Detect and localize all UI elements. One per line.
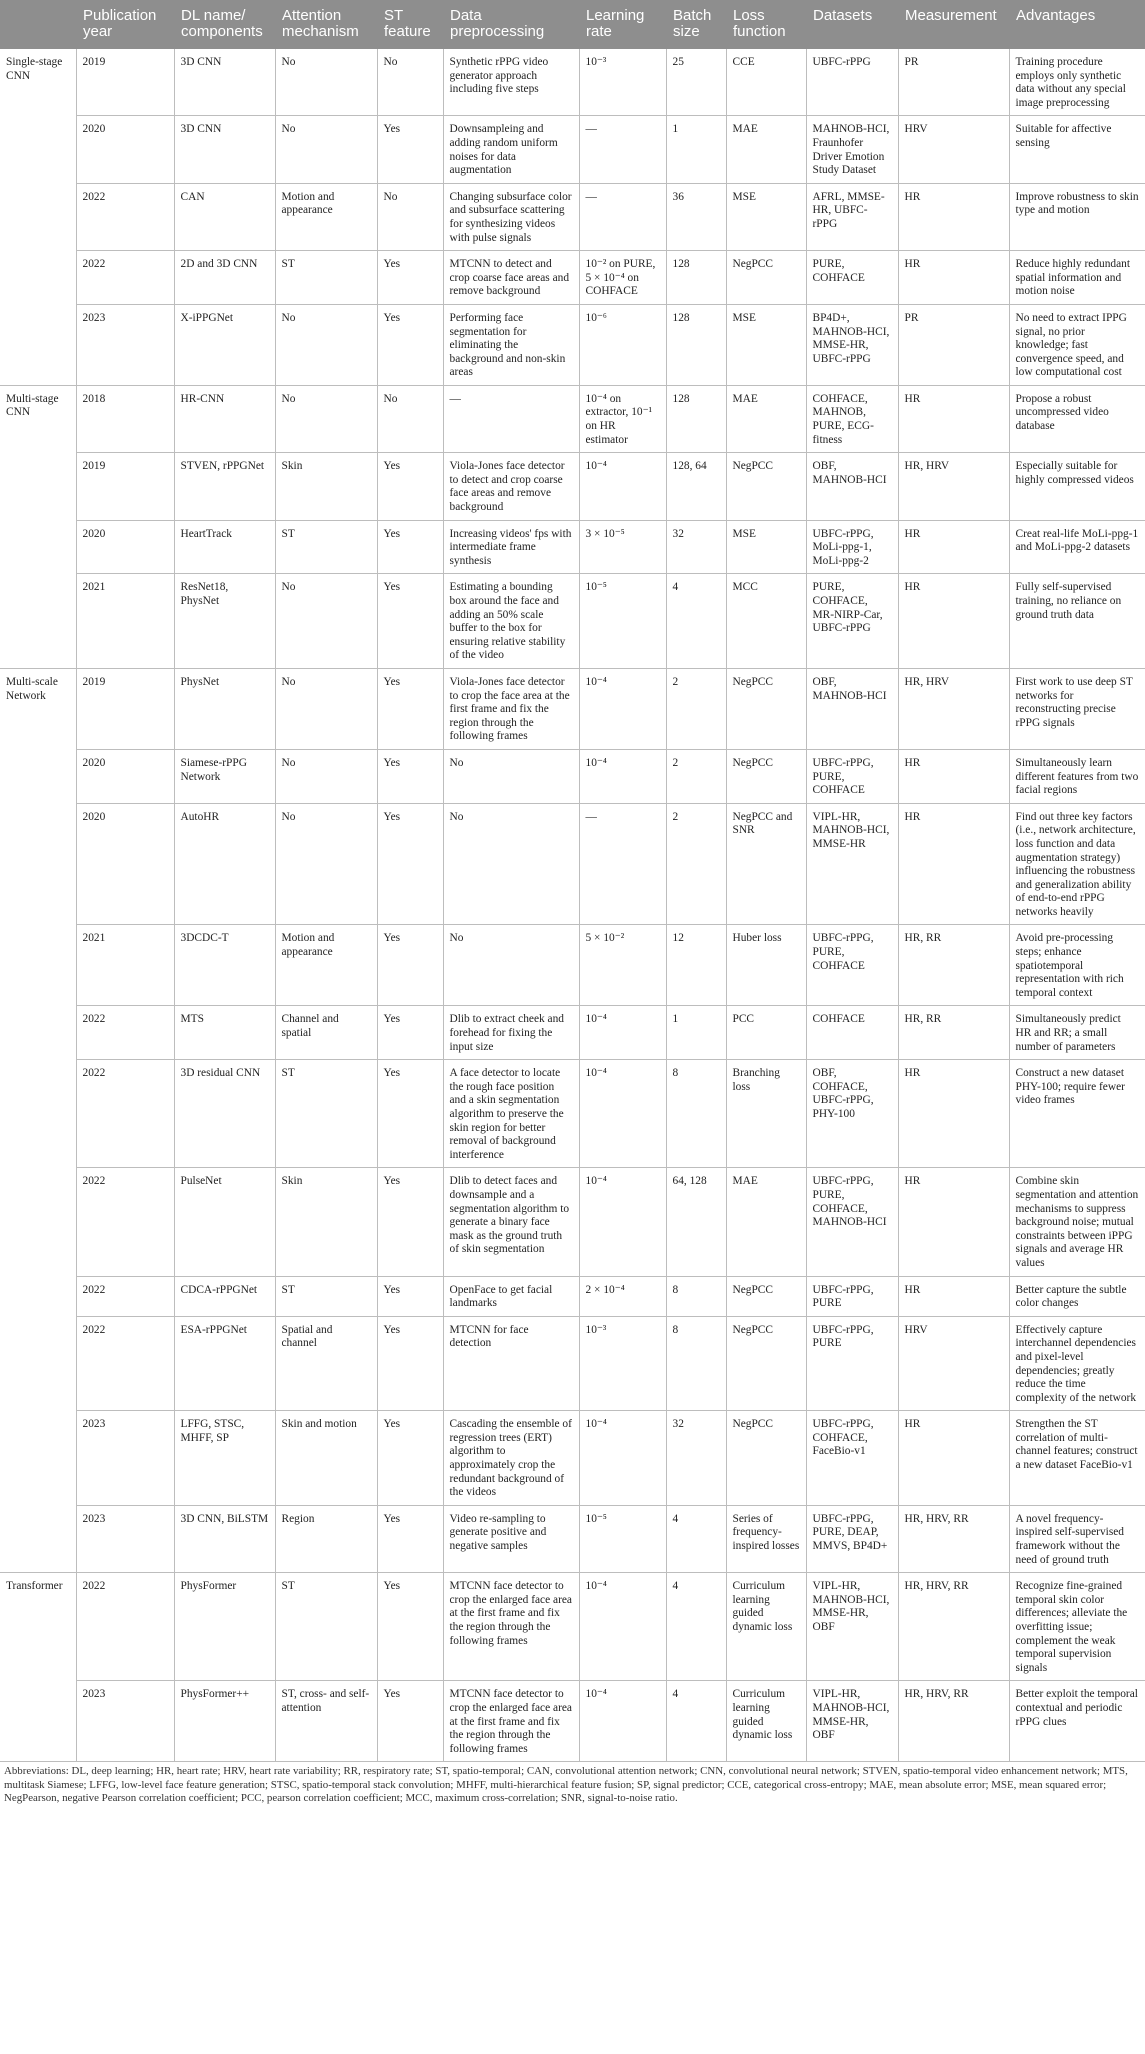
table-cell: Channel and spatial <box>275 1006 377 1060</box>
table-cell: 3DCDC-T <box>174 925 275 1006</box>
table-cell: Changing subsurface color and subsurface scattering for synthesizing videos with pulse signals <box>443 183 579 250</box>
table-row <box>0 1411 1145 1506</box>
table-row <box>0 803 1145 925</box>
header-cell: Batch size <box>666 0 726 49</box>
table-cell: PhysFormer++ <box>174 1681 275 1762</box>
table-cell: UBFC-rPPG, PURE <box>806 1316 898 1411</box>
table-cell: CCE <box>726 49 806 116</box>
table-cell: 10⁻⁴ <box>579 1681 666 1762</box>
table-cell: 10⁻⁴ <box>579 749 666 803</box>
table-cell: UBFC-rPPG <box>806 49 898 116</box>
table-cell: Dlib to extract cheek and forehead for fixing the input size <box>443 1006 579 1060</box>
table-cell: HR <box>898 749 1009 803</box>
table-body <box>0 49 1145 1762</box>
table-cell: PCC <box>726 1006 806 1060</box>
table-row <box>0 385 1145 452</box>
table-cell: 32 <box>666 1411 726 1506</box>
table-cell: ST <box>275 1573 377 1681</box>
header-cell: ST feature <box>377 0 443 49</box>
table-cell: 1 <box>666 1006 726 1060</box>
table-cell: 5 × 10⁻² <box>579 925 666 1006</box>
table-cell: — <box>443 385 579 452</box>
table-cell: 128 <box>666 251 726 305</box>
table-cell: NegPCC <box>726 668 806 749</box>
table-cell: Viola-Jones face detector to detect and crop coarse face areas and remove background <box>443 453 579 520</box>
table-cell: Construct a new dataset PHY-100; require fewer video frames <box>1009 1060 1145 1168</box>
table-cell: NegPCC <box>726 453 806 520</box>
header-cell: Datasets <box>806 0 898 49</box>
table-cell: 8 <box>666 1276 726 1316</box>
table-cell: HRV <box>898 116 1009 183</box>
header-cell: Loss function <box>726 0 806 49</box>
table-cell: AFRL, MMSE-HR, UBFC-rPPG <box>806 183 898 250</box>
table-cell: HRV <box>898 1316 1009 1411</box>
table-cell: HeartTrack <box>174 520 275 574</box>
table-cell: Yes <box>377 749 443 803</box>
table-cell: 10⁻³ <box>579 49 666 116</box>
table-cell: LFFG, STSC, MHFF, SP <box>174 1411 275 1506</box>
table-cell: HR, RR <box>898 1006 1009 1060</box>
table-cell: Yes <box>377 251 443 305</box>
table-cell: Dlib to detect faces and downsample and a segmentation algorithm to generate a binary face mask as the ground truth of skin segmentation <box>443 1168 579 1276</box>
table-cell: MSE <box>726 183 806 250</box>
table-cell: MAE <box>726 385 806 452</box>
header-cell: Learning rate <box>579 0 666 49</box>
table-cell: OpenFace to get facial landmarks <box>443 1276 579 1316</box>
table-cell: MTS <box>174 1006 275 1060</box>
table-cell: OBF, MAHNOB-HCI <box>806 668 898 749</box>
table-cell: 4 <box>666 1681 726 1762</box>
table-cell: 2018 <box>76 385 174 452</box>
table-cell: HR <box>898 385 1009 452</box>
table-cell: 10⁻⁴ <box>579 668 666 749</box>
table-cell: Yes <box>377 1411 443 1506</box>
table-cell: MTCNN face detector to crop the enlarged face area at the first frame and fix the region through the following frames <box>443 1681 579 1762</box>
table-cell: 8 <box>666 1060 726 1168</box>
table-cell: Combine skin segmentation and attention mechanisms to suppress background noise; mutual constraints between iPPG signals and average HR values <box>1009 1168 1145 1276</box>
table-cell: MTCNN face detector to crop the enlarged face area at the first frame and fix the region through the following frames <box>443 1573 579 1681</box>
table-cell: Motion and appearance <box>275 925 377 1006</box>
table-cell: Downsampleing and adding random uniform noises for data augmentation <box>443 116 579 183</box>
table-cell: 10⁻⁴ <box>579 1411 666 1506</box>
table-cell: UBFC-rPPG, COHFACE, FaceBio-v1 <box>806 1411 898 1506</box>
table-cell: Avoid pre-processing steps; enhance spatiotemporal representation with rich temporal context <box>1009 925 1145 1006</box>
table-cell: — <box>579 116 666 183</box>
table-cell: No <box>275 304 377 385</box>
table-cell: Skin and motion <box>275 1411 377 1506</box>
table-cell: 2 × 10⁻⁴ <box>579 1276 666 1316</box>
table-cell: 2022 <box>76 1060 174 1168</box>
table-cell: HR <box>898 1276 1009 1316</box>
table-cell: 10⁻⁴ <box>579 1168 666 1276</box>
table-row <box>0 183 1145 250</box>
table-cell: Yes <box>377 1168 443 1276</box>
table-cell: ESA-rPPGNet <box>174 1316 275 1411</box>
table-cell: Yes <box>377 1681 443 1762</box>
table-cell: 10⁻⁴ <box>579 1573 666 1681</box>
table-cell: 25 <box>666 49 726 116</box>
table-cell: No <box>377 183 443 250</box>
table-cell: 2022 <box>76 251 174 305</box>
table-cell: NegPCC <box>726 749 806 803</box>
category-cell: Transformer <box>0 1573 76 1762</box>
table-cell: HR <box>898 1168 1009 1276</box>
table-cell: Better capture the subtle color changes <box>1009 1276 1145 1316</box>
table-cell: ST <box>275 251 377 305</box>
table-cell: Yes <box>377 116 443 183</box>
table-cell: Training procedure employs only synthetic data without any special image preprocessing <box>1009 49 1145 116</box>
table-cell: 2019 <box>76 49 174 116</box>
table-cell: 2023 <box>76 1505 174 1572</box>
table-cell: HR, HRV <box>898 668 1009 749</box>
table-row <box>0 251 1145 305</box>
table-cell: HR <box>898 183 1009 250</box>
table-cell: Effectively capture interchannel dependencies and pixel-level dependencies; greatly reduce the time complexity of the network <box>1009 1316 1145 1411</box>
table-cell: COHFACE <box>806 1006 898 1060</box>
table-cell: 2023 <box>76 1411 174 1506</box>
table-cell: Yes <box>377 1573 443 1681</box>
category-cell: Multi-scale Network <box>0 668 76 1572</box>
table-cell: Skin <box>275 1168 377 1276</box>
table-row <box>0 1060 1145 1168</box>
table-row <box>0 925 1145 1006</box>
table-cell: 2020 <box>76 520 174 574</box>
table-cell: 2022 <box>76 183 174 250</box>
table-cell: 3 × 10⁻⁵ <box>579 520 666 574</box>
table-cell: Especially suitable for highly compressed videos <box>1009 453 1145 520</box>
table-row <box>0 668 1145 749</box>
table-cell: CAN <box>174 183 275 250</box>
table-cell: Suitable for affective sensing <box>1009 116 1145 183</box>
table-cell: 1 <box>666 116 726 183</box>
table-cell: Yes <box>377 1006 443 1060</box>
table-cell: PulseNet <box>174 1168 275 1276</box>
table-cell: NegPCC <box>726 1276 806 1316</box>
table-cell: 2020 <box>76 116 174 183</box>
table-cell: No <box>275 803 377 925</box>
table-cell: MSE <box>726 304 806 385</box>
table-cell: Improve robustness to skin type and motion <box>1009 183 1145 250</box>
table-cell: HR, HRV, RR <box>898 1505 1009 1572</box>
table-cell: 2022 <box>76 1316 174 1411</box>
table-row <box>0 1505 1145 1572</box>
table-cell: 10⁻³ <box>579 1316 666 1411</box>
table-cell: HR, HRV, RR <box>898 1681 1009 1762</box>
table-cell: 4 <box>666 574 726 669</box>
table-cell: Yes <box>377 925 443 1006</box>
table-cell: No <box>443 749 579 803</box>
table-cell: 4 <box>666 1505 726 1572</box>
table-cell: X-iPPGNet <box>174 304 275 385</box>
table-cell: 2019 <box>76 668 174 749</box>
table-cell: NegPCC and SNR <box>726 803 806 925</box>
table-cell: 3D CNN <box>174 116 275 183</box>
table-cell: HR <box>898 803 1009 925</box>
table-cell: Yes <box>377 304 443 385</box>
table-cell: 12 <box>666 925 726 1006</box>
table-cell: Propose a robust uncompressed video database <box>1009 385 1145 452</box>
table-cell: 2022 <box>76 1573 174 1681</box>
table-row <box>0 49 1145 116</box>
table-cell: 8 <box>666 1316 726 1411</box>
table-cell: COHFACE, MAHNOB, PURE, ECG-fitness <box>806 385 898 452</box>
table-row <box>0 453 1145 520</box>
table-cell: HR <box>898 1411 1009 1506</box>
table-cell: MAE <box>726 1168 806 1276</box>
table-cell: Yes <box>377 1316 443 1411</box>
table-cell: Recognize fine-grained temporal skin color differences; alleviate the overfitting issue; complement the weak temporal supervision signals <box>1009 1573 1145 1681</box>
table-cell: Skin <box>275 453 377 520</box>
table-cell: HR <box>898 520 1009 574</box>
table-cell: 2 <box>666 749 726 803</box>
table-cell: OBF, COHFACE, UBFC-rPPG, PHY-100 <box>806 1060 898 1168</box>
header-cell: DL name/ components <box>174 0 275 49</box>
table-cell: 10⁻⁶ <box>579 304 666 385</box>
table-header <box>0 0 1145 49</box>
table-cell: Synthetic rPPG video generator approach including five steps <box>443 49 579 116</box>
table-cell: Yes <box>377 668 443 749</box>
table-cell: Curriculum learning guided dynamic loss <box>726 1681 806 1762</box>
table-cell: Viola-Jones face detector to crop the face area at the first frame and fix the region through the following frames <box>443 668 579 749</box>
table-cell: 2023 <box>76 1681 174 1762</box>
table-row <box>0 1681 1145 1762</box>
table-cell: No <box>275 49 377 116</box>
table-cell: First work to use deep ST networks for reconstructing precise rPPG signals <box>1009 668 1145 749</box>
table-cell: 2023 <box>76 304 174 385</box>
header-row <box>0 0 1145 49</box>
table-cell: UBFC-rPPG, PURE <box>806 1276 898 1316</box>
table-cell: MAHNOB-HCI, Fraunhofer Driver Emotion Study Dataset <box>806 116 898 183</box>
table-cell: 10⁻⁴ <box>579 453 666 520</box>
table-cell: Video re-sampling to generate positive and negative samples <box>443 1505 579 1572</box>
table-cell: 10⁻² on PURE, 5 × 10⁻⁴ on COHFACE <box>579 251 666 305</box>
table-cell: NegPCC <box>726 1316 806 1411</box>
table-cell: 10⁻⁴ <box>579 1006 666 1060</box>
table-cell: Yes <box>377 803 443 925</box>
table-cell: UBFC-rPPG, PURE, COHFACE <box>806 925 898 1006</box>
table-cell: Find out three key factors (i.e., network architecture, loss function and data augmentation strategy) influencing the robustness and generalization ability of end-to-end rPPG networks heavily <box>1009 803 1145 925</box>
table-cell: No <box>275 749 377 803</box>
table-cell: — <box>579 803 666 925</box>
table-cell: Cascading the ensemble of regression trees (ERT) algorithm to approximately crop the redundant background of the videos <box>443 1411 579 1506</box>
table-row <box>0 1168 1145 1276</box>
table-cell: 2020 <box>76 803 174 925</box>
table-cell: VIPL-HR, MAHNOB-HCI, MMSE-HR, OBF <box>806 1681 898 1762</box>
table-row <box>0 520 1145 574</box>
table-cell: Series of frequency-inspired losses <box>726 1505 806 1572</box>
table-row <box>0 1006 1145 1060</box>
table-cell: Region <box>275 1505 377 1572</box>
table-cell: MTCNN to detect and crop coarse face areas and remove background <box>443 251 579 305</box>
table-cell: HR <box>898 1060 1009 1168</box>
table-cell: 2019 <box>76 453 174 520</box>
table-cell: 2021 <box>76 574 174 669</box>
header-cell: Data preprocessing <box>443 0 579 49</box>
table-cell: STVEN, rPPGNet <box>174 453 275 520</box>
table-cell: UBFC-rPPG, MoLi-ppg-1, MoLi-ppg-2 <box>806 520 898 574</box>
table-cell: Simultaneously predict HR and RR; a small number of parameters <box>1009 1006 1145 1060</box>
table-cell: Motion and appearance <box>275 183 377 250</box>
table-cell: Yes <box>377 574 443 669</box>
table-cell: MSE <box>726 520 806 574</box>
table-cell: 10⁻⁵ <box>579 1505 666 1572</box>
table-cell: 2 <box>666 668 726 749</box>
table-cell: HR-CNN <box>174 385 275 452</box>
table-row <box>0 1573 1145 1681</box>
table-cell: ResNet18, PhysNet <box>174 574 275 669</box>
header-cell: Attention mechanism <box>275 0 377 49</box>
table-cell: 10⁻⁴ <box>579 1060 666 1168</box>
table-cell: UBFC-rPPG, PURE, COHFACE, MAHNOB-HCI <box>806 1168 898 1276</box>
abbreviations-footnote: Abbreviations: DL, deep learning; HR, heart rate; HRV, heart rate variability; RR, respiratory rate; ST, spatio-temporal; CAN, convolutional attention network; CNN, convolutional neural network; STVEN, spatio-temporal video enhancement network; MTS, multitask Siamese; LFFG, low-level face feature generation; STSC, spatio-temporal stack convolution; MHFF, multi-hierarchical feature fusion; SP, signal predictor; CCE, categorical cross-entropy; MAE, mean absolute error; MSE, mean squared error; NegPearson, negative Pearson correlation coefficient; PCC, pearson correlation coefficient; MCC, maximum cross-correlation; SNR, signal-to-noise ratio. <box>4 1765 1128 1805</box>
table-cell: HR, RR <box>898 925 1009 1006</box>
table-cell: Performing face segmentation for eliminating the background and non-skin areas <box>443 304 579 385</box>
table-cell: Estimating a bounding box around the face and adding an 50% scale buffer to the box for ensuring relative stability of the video <box>443 574 579 669</box>
table-cell: MTCNN for face detection <box>443 1316 579 1411</box>
table-cell: HR, HRV, RR <box>898 1573 1009 1681</box>
table-cell: MCC <box>726 574 806 669</box>
table-cell: 2 <box>666 803 726 925</box>
table-cell: — <box>579 183 666 250</box>
table-cell: Increasing videos' fps with intermediate frame synthesis <box>443 520 579 574</box>
table-cell: A novel frequency-inspired self-supervised framework without the need of ground truth <box>1009 1505 1145 1572</box>
table-cell: NegPCC <box>726 1411 806 1506</box>
table-cell: Simultaneously learn different features from two facial regions <box>1009 749 1145 803</box>
table-row <box>0 749 1145 803</box>
table-cell: Huber loss <box>726 925 806 1006</box>
table-cell: Curriculum learning guided dynamic loss <box>726 1573 806 1681</box>
table-cell: HR <box>898 251 1009 305</box>
table-cell: 2022 <box>76 1168 174 1276</box>
table-cell: 64, 128 <box>666 1168 726 1276</box>
table-cell: PhysNet <box>174 668 275 749</box>
table-cell: No <box>443 925 579 1006</box>
table-cell: 128 <box>666 385 726 452</box>
table-cell: PR <box>898 49 1009 116</box>
table-cell: Creat real-life MoLi-ppg-1 and MoLi-ppg-2 datasets <box>1009 520 1145 574</box>
table-cell: OBF, MAHNOB-HCI <box>806 453 898 520</box>
table-cell: NegPCC <box>726 251 806 305</box>
table-cell: No <box>275 116 377 183</box>
table-row <box>0 1276 1145 1316</box>
header-cell: Advantages <box>1009 0 1145 49</box>
table-cell: ST, cross- and self-attention <box>275 1681 377 1762</box>
table-cell: 128 <box>666 304 726 385</box>
table-cell: 32 <box>666 520 726 574</box>
table-cell: No <box>275 668 377 749</box>
table-cell: AutoHR <box>174 803 275 925</box>
table-cell: VIPL-HR, MAHNOB-HCI, MMSE-HR <box>806 803 898 925</box>
table-cell: 36 <box>666 183 726 250</box>
table-cell: UBFC-rPPG, PURE, COHFACE <box>806 749 898 803</box>
table-cell: No <box>377 385 443 452</box>
table-cell: MAE <box>726 116 806 183</box>
table-cell: 2022 <box>76 1006 174 1060</box>
header-cell: Publication year <box>76 0 174 49</box>
category-cell: Multi-stage CNN <box>0 385 76 668</box>
table-cell: No <box>275 385 377 452</box>
table-cell: UBFC-rPPG, PURE, DEAP, MMVS, BP4D+ <box>806 1505 898 1572</box>
table-row <box>0 1316 1145 1411</box>
table-cell: A face detector to locate the rough face position and a skin segmentation algorithm to preserve the skin region for better removal of background interference <box>443 1060 579 1168</box>
header-cell: Measurement <box>898 0 1009 49</box>
table-cell: 2022 <box>76 1276 174 1316</box>
table-cell: 2021 <box>76 925 174 1006</box>
table-row <box>0 116 1145 183</box>
table-cell: 3D residual CNN <box>174 1060 275 1168</box>
table-cell: Yes <box>377 453 443 520</box>
table-cell: 3D CNN, BiLSTM <box>174 1505 275 1572</box>
table-cell: Yes <box>377 1060 443 1168</box>
table-cell: PURE, COHFACE, MR-NIRP-Car, UBFC-rPPG <box>806 574 898 669</box>
table-cell: ST <box>275 520 377 574</box>
table-cell: ST <box>275 1060 377 1168</box>
table-cell: Strengthen the ST correlation of multi-channel features; construct a new dataset FaceBio-v1 <box>1009 1411 1145 1506</box>
table-cell: Yes <box>377 520 443 574</box>
table-cell: Siamese-rPPG Network <box>174 749 275 803</box>
table-cell: CDCA-rPPGNet <box>174 1276 275 1316</box>
table-cell: ST <box>275 1276 377 1316</box>
table-cell: BP4D+, MAHNOB-HCI, MMSE-HR, UBFC-rPPG <box>806 304 898 385</box>
table-cell: Reduce highly redundant spatial information and motion noise <box>1009 251 1145 305</box>
table-row <box>0 574 1145 669</box>
table-cell: 3D CNN <box>174 49 275 116</box>
table-cell: Better exploit the temporal contextual and periodic rPPG clues <box>1009 1681 1145 1762</box>
table-cell: HR <box>898 574 1009 669</box>
table-cell: No <box>275 574 377 669</box>
table-cell: VIPL-HR, MAHNOB-HCI, MMSE-HR, OBF <box>806 1573 898 1681</box>
table-cell: PURE, COHFACE <box>806 251 898 305</box>
table-cell: Yes <box>377 1276 443 1316</box>
table-cell: 4 <box>666 1573 726 1681</box>
table-cell: 10⁻⁴ on extractor, 10⁻¹ on HR estimator <box>579 385 666 452</box>
table-cell: PhysFormer <box>174 1573 275 1681</box>
table-cell: Branching loss <box>726 1060 806 1168</box>
header-cell-category <box>0 0 76 49</box>
table-cell: PR <box>898 304 1009 385</box>
table-cell: No <box>377 49 443 116</box>
table-cell: No need to extract IPPG signal, no prior knowledge; fast convergence speed, and low computational cost <box>1009 304 1145 385</box>
table-cell: Fully self-supervised training, no reliance on ground truth data <box>1009 574 1145 669</box>
table-cell: 2D and 3D CNN <box>174 251 275 305</box>
table-row <box>0 304 1145 385</box>
table-cell: Spatial and channel <box>275 1316 377 1411</box>
table-cell: 10⁻⁵ <box>579 574 666 669</box>
table-cell: 128, 64 <box>666 453 726 520</box>
table-cell: HR, HRV <box>898 453 1009 520</box>
table-cell: 2020 <box>76 749 174 803</box>
table-cell: Yes <box>377 1505 443 1572</box>
category-cell: Single-stage CNN <box>0 49 76 385</box>
table-cell: No <box>443 803 579 925</box>
